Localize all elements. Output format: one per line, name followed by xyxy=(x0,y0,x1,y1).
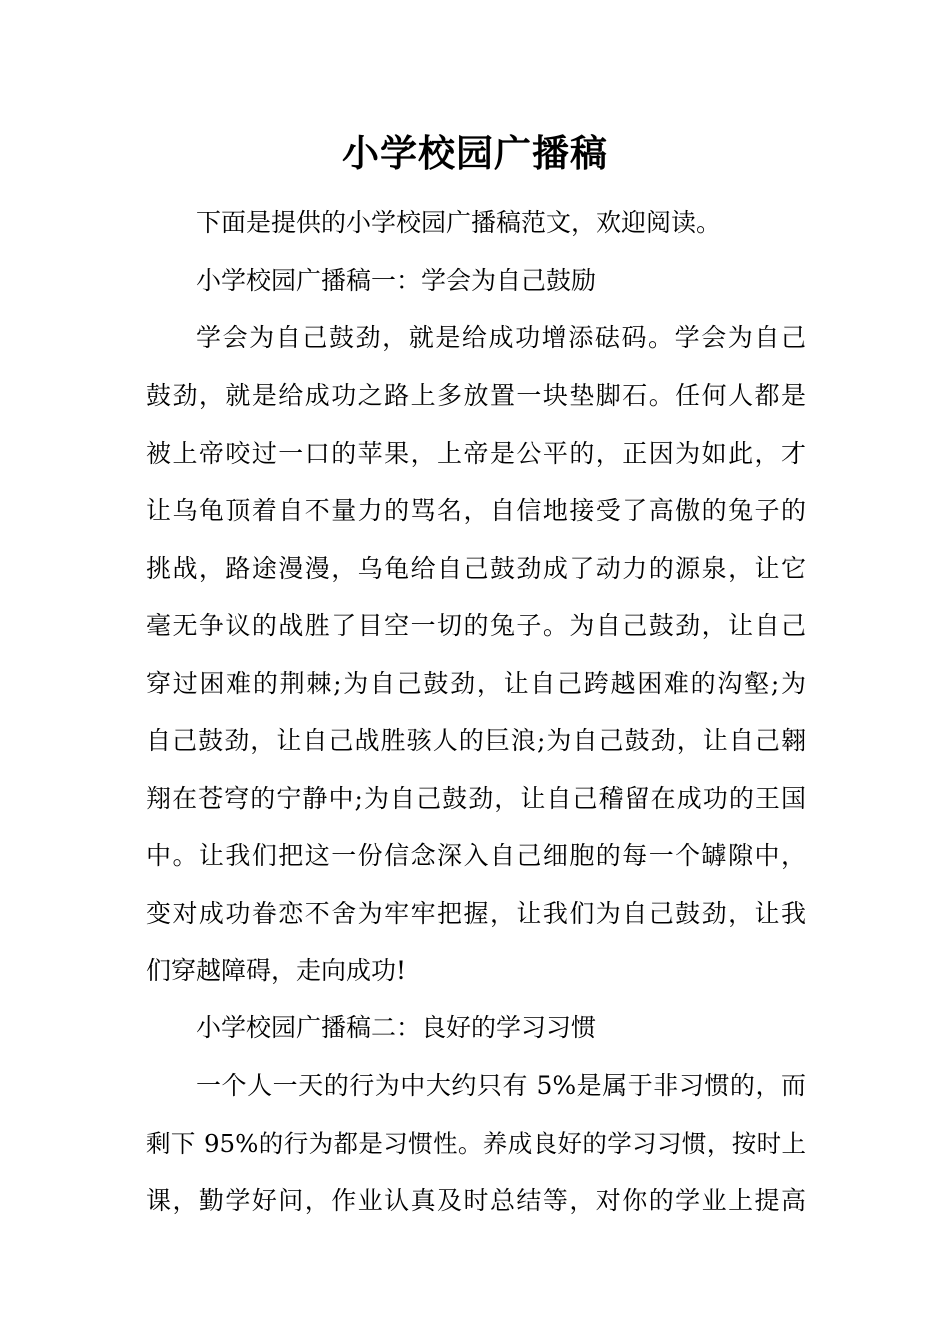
section-1-line: 学会为自己鼓劲，就是给成功增添砝码。学会为自己 xyxy=(196,323,806,352)
section-2-line: 剩下 95%的行为都是习惯性。养成良好的学习习惯，按时上 xyxy=(146,1129,806,1158)
section-1-line: 毫无争议的战胜了目空一切的兔子。为自己鼓劲，让自己 xyxy=(146,611,806,640)
document-title: 小学校园广播稿 xyxy=(342,131,608,175)
section-1-line: 鼓劲，就是给成功之路上多放置一块垫脚石。任何人都是 xyxy=(146,381,806,410)
section-1-line: 让乌龟顶着自不量力的骂名，自信地接受了高傲的兔子的 xyxy=(146,496,806,525)
section-2-line: 课，勤学好问，作业认真及时总结等，对你的学业上提高 xyxy=(146,1186,806,1215)
section-1-line: 被上帝咬过一口的苹果，上帝是公平的，正因为如此，才 xyxy=(146,439,806,468)
section-1-line: 挑战，路途漫漫，乌龟给自己鼓劲成了动力的源泉，让它 xyxy=(146,554,806,583)
section-2-line: 一个人一天的行为中大约只有 5%是属于非习惯的，而 xyxy=(196,1071,806,1100)
section-1-heading: 小学校园广播稿一：学会为自己鼓励 xyxy=(196,266,597,295)
section-1-line: 中。让我们把这一份信念深入自己细胞的每一个罅隙中， xyxy=(146,841,806,870)
section-1-line: 自己鼓劲，让自己战胜骇人的巨浪;为自己鼓劲，让自己翱 xyxy=(146,726,806,755)
section-1-line: 穿过困难的荆棘;为自己鼓劲，让自己跨越困难的沟壑;为 xyxy=(146,669,806,698)
intro-paragraph: 下面是提供的小学校园广播稿范文，欢迎阅读。 xyxy=(196,208,722,237)
section-1-line: 翔在苍穹的宁静中;为自己鼓劲，让自己稽留在成功的王国 xyxy=(146,784,806,813)
section-2-heading: 小学校园广播稿二：良好的学习习惯 xyxy=(196,1013,597,1042)
section-1-line: 变对成功眷恋不舍为牢牢把握，让我们为自己鼓劲，让我 xyxy=(146,899,806,928)
section-1-line: 们穿越障碍，走向成功! xyxy=(146,956,407,985)
